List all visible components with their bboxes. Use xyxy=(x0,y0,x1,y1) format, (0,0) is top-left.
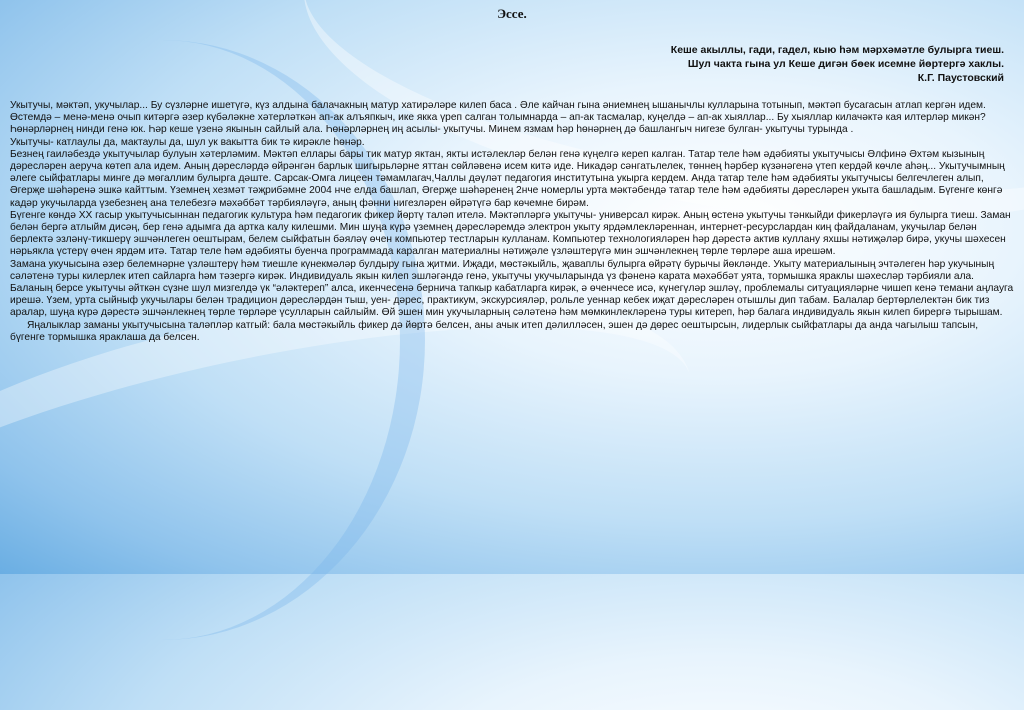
epigraph-line: Шул чакта гына ул Кеше дигән бөек исемне йөртергә хаклы. xyxy=(687,58,1004,70)
paragraph: Безнең гаиләбездә укытучылар булуын хәтерләмим. Мәктәп еллары бары тик матур яктан, якты истәлекләр белән генә күңелгә кереп калган. Татар теле һәм әдәбияты укытучысы Әлфинә Әхтәм кызының дәресләрен аеруча көтеп ала идем. Аның дәресләрдә өйрәнгән барлык шигырьләрне яттан сөйләвенә исем китә иде. Никадәр сәнгатьлелек, төннең һәрбер күзәнәгенә үтеп кердәй көчле аһәң... Укытучымның әлеге сыйфатлары минге дә мөгаллим булырга дәште. Сарсак-Омга лицеен тәмамлагач,Чаллы дәүләт педагогия институтына укырга кердем. Анда татар теле һәм әдәбияты укытучысы белгечлеген алып, Әгерҗе шәһәренә эшкә кайттым. Үземнең хезмәт тәҗрибәмне 2004 нче елда башлап, Әгерҗе шәһәренең 2нче номерлы урта мәктәбендә татар теле һәм әдәбияты дәресләрен укыта башладым. Бүгенге көнгә кадәр укучыларда үзебезнең ана телебезгә мәхәббәт тәрбияләүгә, аның фәнни нигезләрен өйрәтүгә бар көчемне бирәм. xyxy=(10,148,1005,209)
paragraph: Бүгенге көндә ХХ гасыр укытучысыннан педагогик культура һәм педагогик фикер йөртү таләп ителә. Мәктәпләргә укытучы- универсал кирәк. Аның өстенә укытучы тәнкыйди фикерләүгә ия булырга тиеш. Заман белән бергә атлыйм дисәң, бер генә адымга да артка калу килешми. Мин шуңа күрә үземнең дәресләремдә электрон укыту ярдәмлекләреннан, интернет-ресурслардан киң файдаланам, укучылар белән берлектә эзләнү-тикшерү эшчәнлеген оештырам, белем сыйфатын бәяләү өчен компьютер тестларын кулланам. Компьютер технологияләрен һәр дәрестә актив куллану яхшы нәтиҗәләр бирә, укучы шәхесен нәрьякла үстерү өчен ярдәм итә. Татар теле һәм әдәбияты буенча программада каралган материалны нәтиҗәле үзләштерүгә мин эшчәнлекнең төрле төрләре аша ирешәм. xyxy=(10,209,1011,258)
page-title: Эссе. xyxy=(497,6,527,21)
paragraph: Яңалыклар заманы укытучысына таләпләр катгый: бала мөстәкыйль фикер дә йөртә белсен, аны ачык итеп дәлилләсен, эшен дә дөрес оештырсын, лидерлык сыйфатлары да анда чагылыш тапсын, бүгенге тормышка яраклаша да белсен. xyxy=(10,319,981,343)
epigraph-line: Кеше акыллы, гади, гадел, кыю һәм мәрхәмәтле булырга тиеш. xyxy=(670,44,1004,56)
epigraph-author: К.Г. Паустовский xyxy=(917,72,1004,84)
paragraph: Укытучы, мәктәп, укучылар... Бу сүзләрне ишетүгә, күз алдына балачакның матур хатирәләре килеп баса . Әле кайчан гына әниемнең ышанычлы кулларына тотынып, мәктәп бусагасын атлап кергән идем. Өстемдә – менә-менә очып китәргә әзер күбәләкне хәтерләткән ап-ак алъяпкыч, ике якка үреп салган толымнарда – ап-ак тасмалар, куңелдә – ап-ак хыяллар... Бу хыяллар килачәктә кая илтерләр микән? xyxy=(10,100,986,124)
paragraph: Укытучы- катлаулы да, мактаулы да, шул ук вакытта бик тә кирәкле һөнәр. xyxy=(10,136,365,148)
epigraph xyxy=(444,43,1004,85)
paragraph: Һөнәрләрнең нинди генә юк. Һәр кеше үзенә якынын сайлый ала. Һөнәрләрнең иң асылы- укытучы. Минем язмам һәр һөнәрнең дә башлангыч нигезе булган- укытучы турында . xyxy=(10,124,854,136)
paragraph: Замана укучысына әзер белемнәрне үзләштерү һәм тиешле күнекмәләр булдыру гына җитми. Иҗади, мөстәкыйль, җаваплы булырга өйрәтү бурычы йөкләнде. Укыту материалының эчтәлеген һәр укучының сәләтенә туры килерлек итеп сайларга һәм тәзергә кирәк. Индивидуаль якын килеп эшләгәндә генә, укытучы укучыларында үз фәненә карата мәхәббәт уята, тормышка яраклы шәхесләр тәрбияли ала. Баланың берсе укытучы әйткән сүзне шул мизгелдә үк “әләктереп” алса, икенчесенә бернича тапкыр кабатларга кирәк, ә өченчесе исә, күнегүләр эшләү, проблемалы ситуацияләрне чишеп кенә темани аңлауга ирешә. Үзем, урта сыйныф укучылары белән традицион дәресләрдән тыш, уен- дәрес, практикум, экскурсияләр, рольле уеннар кебек иҗат дәресләрен отышлы дип табам. Балалар бертөрлелектән бик тиз аралар, шуңа күрә дәрестә эшчәнлекнең төрле төрләре үсулларын сайлыйм. Өй эшен мин укучыларның сәләтенә һәм мөмкинлекләренә туры китереп, һәр балага индивидуаль якын килеп бирергә тырышам. xyxy=(10,258,1014,319)
essay-body xyxy=(10,100,1014,344)
